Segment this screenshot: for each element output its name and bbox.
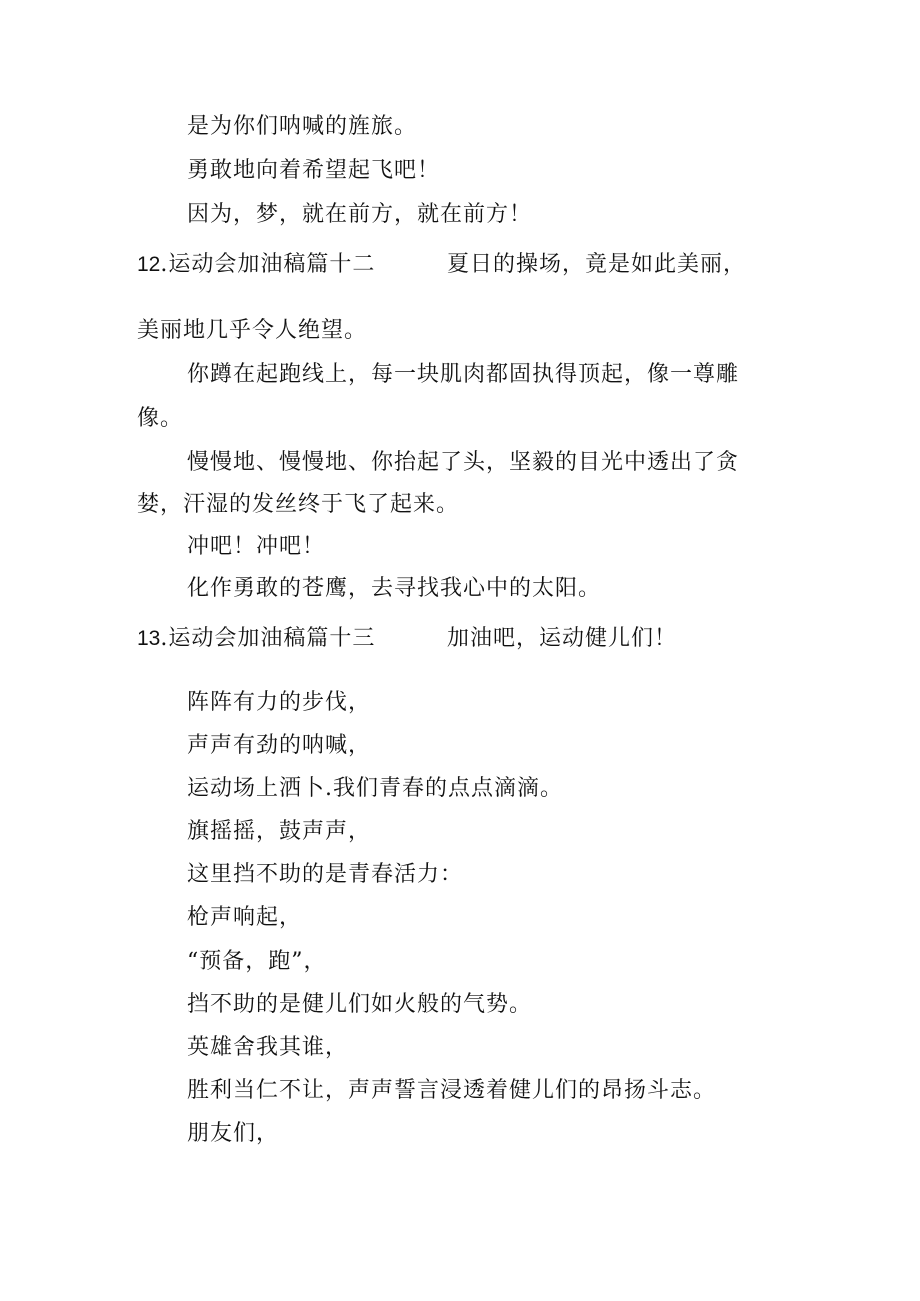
text-line: 英雄舍我其谁， [187,1035,349,1060]
text-line: 冲吧！冲吧！ [187,534,326,559]
text-line: 朋友们， [187,1121,280,1146]
text-line: “预备，跑”， [187,949,327,974]
text-line: 美丽地几乎令人绝望。 [137,318,368,343]
text-line: 像。 [137,406,184,431]
text-line: 声声有劲的呐喊， [187,733,372,758]
text-line: 这里挡不助的是青春活力： [187,862,464,887]
text-line: 慢慢地、慢慢地、你抬起了头，坚毅的目光中透出了贪 [187,450,740,475]
text-line: 因为，梦，就在前方，就在前方！ [187,202,533,227]
text-line: 婪，汗湿的发丝终于飞了起来。 [137,492,460,517]
text-line: 旗摇摇，鼓声声， [187,819,372,844]
text-line: 胜利当仁不让，声声誓言浸透着健儿们的昂扬斗志。 [187,1078,717,1103]
text-line: 挡不助的是健儿们如火般的气势。 [187,992,533,1017]
text-line: 化作勇敢的苍鹰，去寻找我心中的太阳。 [187,576,602,601]
section-title: .运动会加油稿篇十三 [160,626,376,651]
section-number: 13 [137,627,161,650]
text-line: 勇敢地向着希望起飞吧！ [187,158,441,183]
text-line: 阵阵有力的步伐， [187,690,372,715]
section-subtitle: 夏日的操场，竟是如此美丽， [447,252,747,277]
section-12-heading [137,250,757,280]
section-title: .运动会加油稿篇十二 [160,252,376,277]
text-line: 是为你们呐喊的旌旅。 [187,114,418,139]
section-subtitle: 加油吧，运动健儿们！ [447,626,678,651]
section-number: 12 [137,253,161,276]
section-13-heading [137,624,757,654]
text-line: 运动场上洒卜.我们青春的点点滴滴。 [187,776,563,801]
text-line: 你蹲在起跑线上，每一块肌肉都固执得顶起，像一尊雕 [187,362,740,387]
text-line: 枪声响起， [187,905,303,930]
